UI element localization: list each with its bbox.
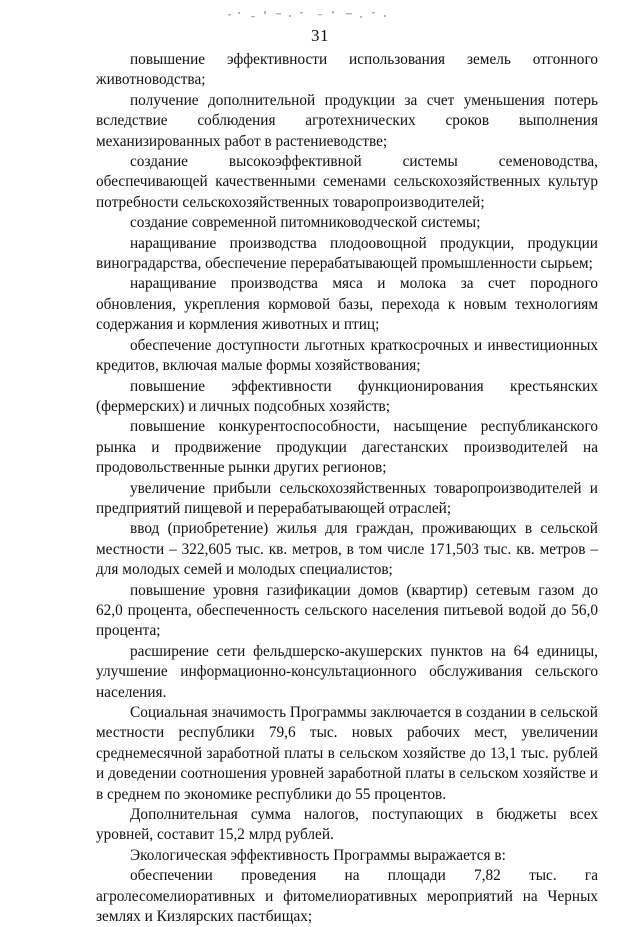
page-number: 31 [311,26,329,45]
paragraph: увеличение прибыли сельскохозяйственных товаропроизводителей и предприятий пищевой и перерабатывающей отраслей; [96,479,598,517]
paragraph: повышение конкурентоспособности, насыщение республиканского рынка и продвижение продукции дагестанских производителей на продовольственные рынки других регионов; [96,418,598,477]
body-text [96,50,598,927]
paragraph: создание высокоэффективной системы семеноводства, обеспечивающей качественными семенами сельскохозяйственных культур потребности сельскохозяйственных товаропроизводителей; [96,153,598,211]
paragraph: обеспечение доступности льготных краткосрочных и инвестиционных кредитов, включая малые формы хозяйствования; [96,336,598,375]
paragraph: повышение уровня газификации домов (квартир) сетевым газом до 62,0 процента, обеспеченность сельского населения питьевой водой до 56,0 процента; [96,581,598,640]
paragraph: Дополнительная сумма налогов, поступающих в бюджеты всех уровней, составит 15,2 млрд рублей. [96,806,598,844]
paragraph: наращивание производства плодоовощной продукции, продукции виноградарства, обеспечение перерабатывающей промышленности сырьем; [96,234,598,273]
paragraph: Экологическая эффективность Программы выражается в: [130,846,506,864]
paragraph: создание современной питомниководческой системы; [130,214,481,232]
paragraph: ввод (приобретение) жилья для граждан, проживающих в сельской местности – 322,605 тыс. кв. метров, в том числе 171,503 тыс. кв. метров – для молодых семей и молодых специалистов; [96,520,598,579]
paragraph: наращивание производства мяса и молока за счет породного обновления, укрепления кормовой базы, перехода к новым технологиям содержания и кормления животных и птиц; [96,275,598,334]
paragraph: расширение сети фельдшерско-акушерских пунктов на 64 единицы, улучшение информационно-консультационного обслуживания сельского населения. [96,642,598,701]
paragraph: Социальная значимость Программы заключается в создании в сельской местности республики 79,6 тыс. новых рабочих мест, увеличении среднемесячной заработной платы в сельском хозяйстве до 13,1 тыс. рублей и доведении соотношения уровней заработной платы в сельском хозяйстве и в среднем по экономике республики до 55 процентов. [96,704,598,803]
paragraph: повышение эффективности функционирования крестьянских (фермерских) и личных подсобных хозяйств; [96,377,598,415]
paragraph: получение дополнительной продукции за счет уменьшения потерь вследствие соблюдения агротехнических сроков выполнения механизированных работ в растениеводстве; [96,91,598,150]
paragraph: обеспечении проведения на площади 7,82 тыс. га агролесомелиоративных и фитомелиоративных мероприятий на Черных землях и Кизлярских пастбищах; [96,867,598,926]
paragraph: повышение эффективности использования земель отгонного животноводства; [96,51,598,89]
